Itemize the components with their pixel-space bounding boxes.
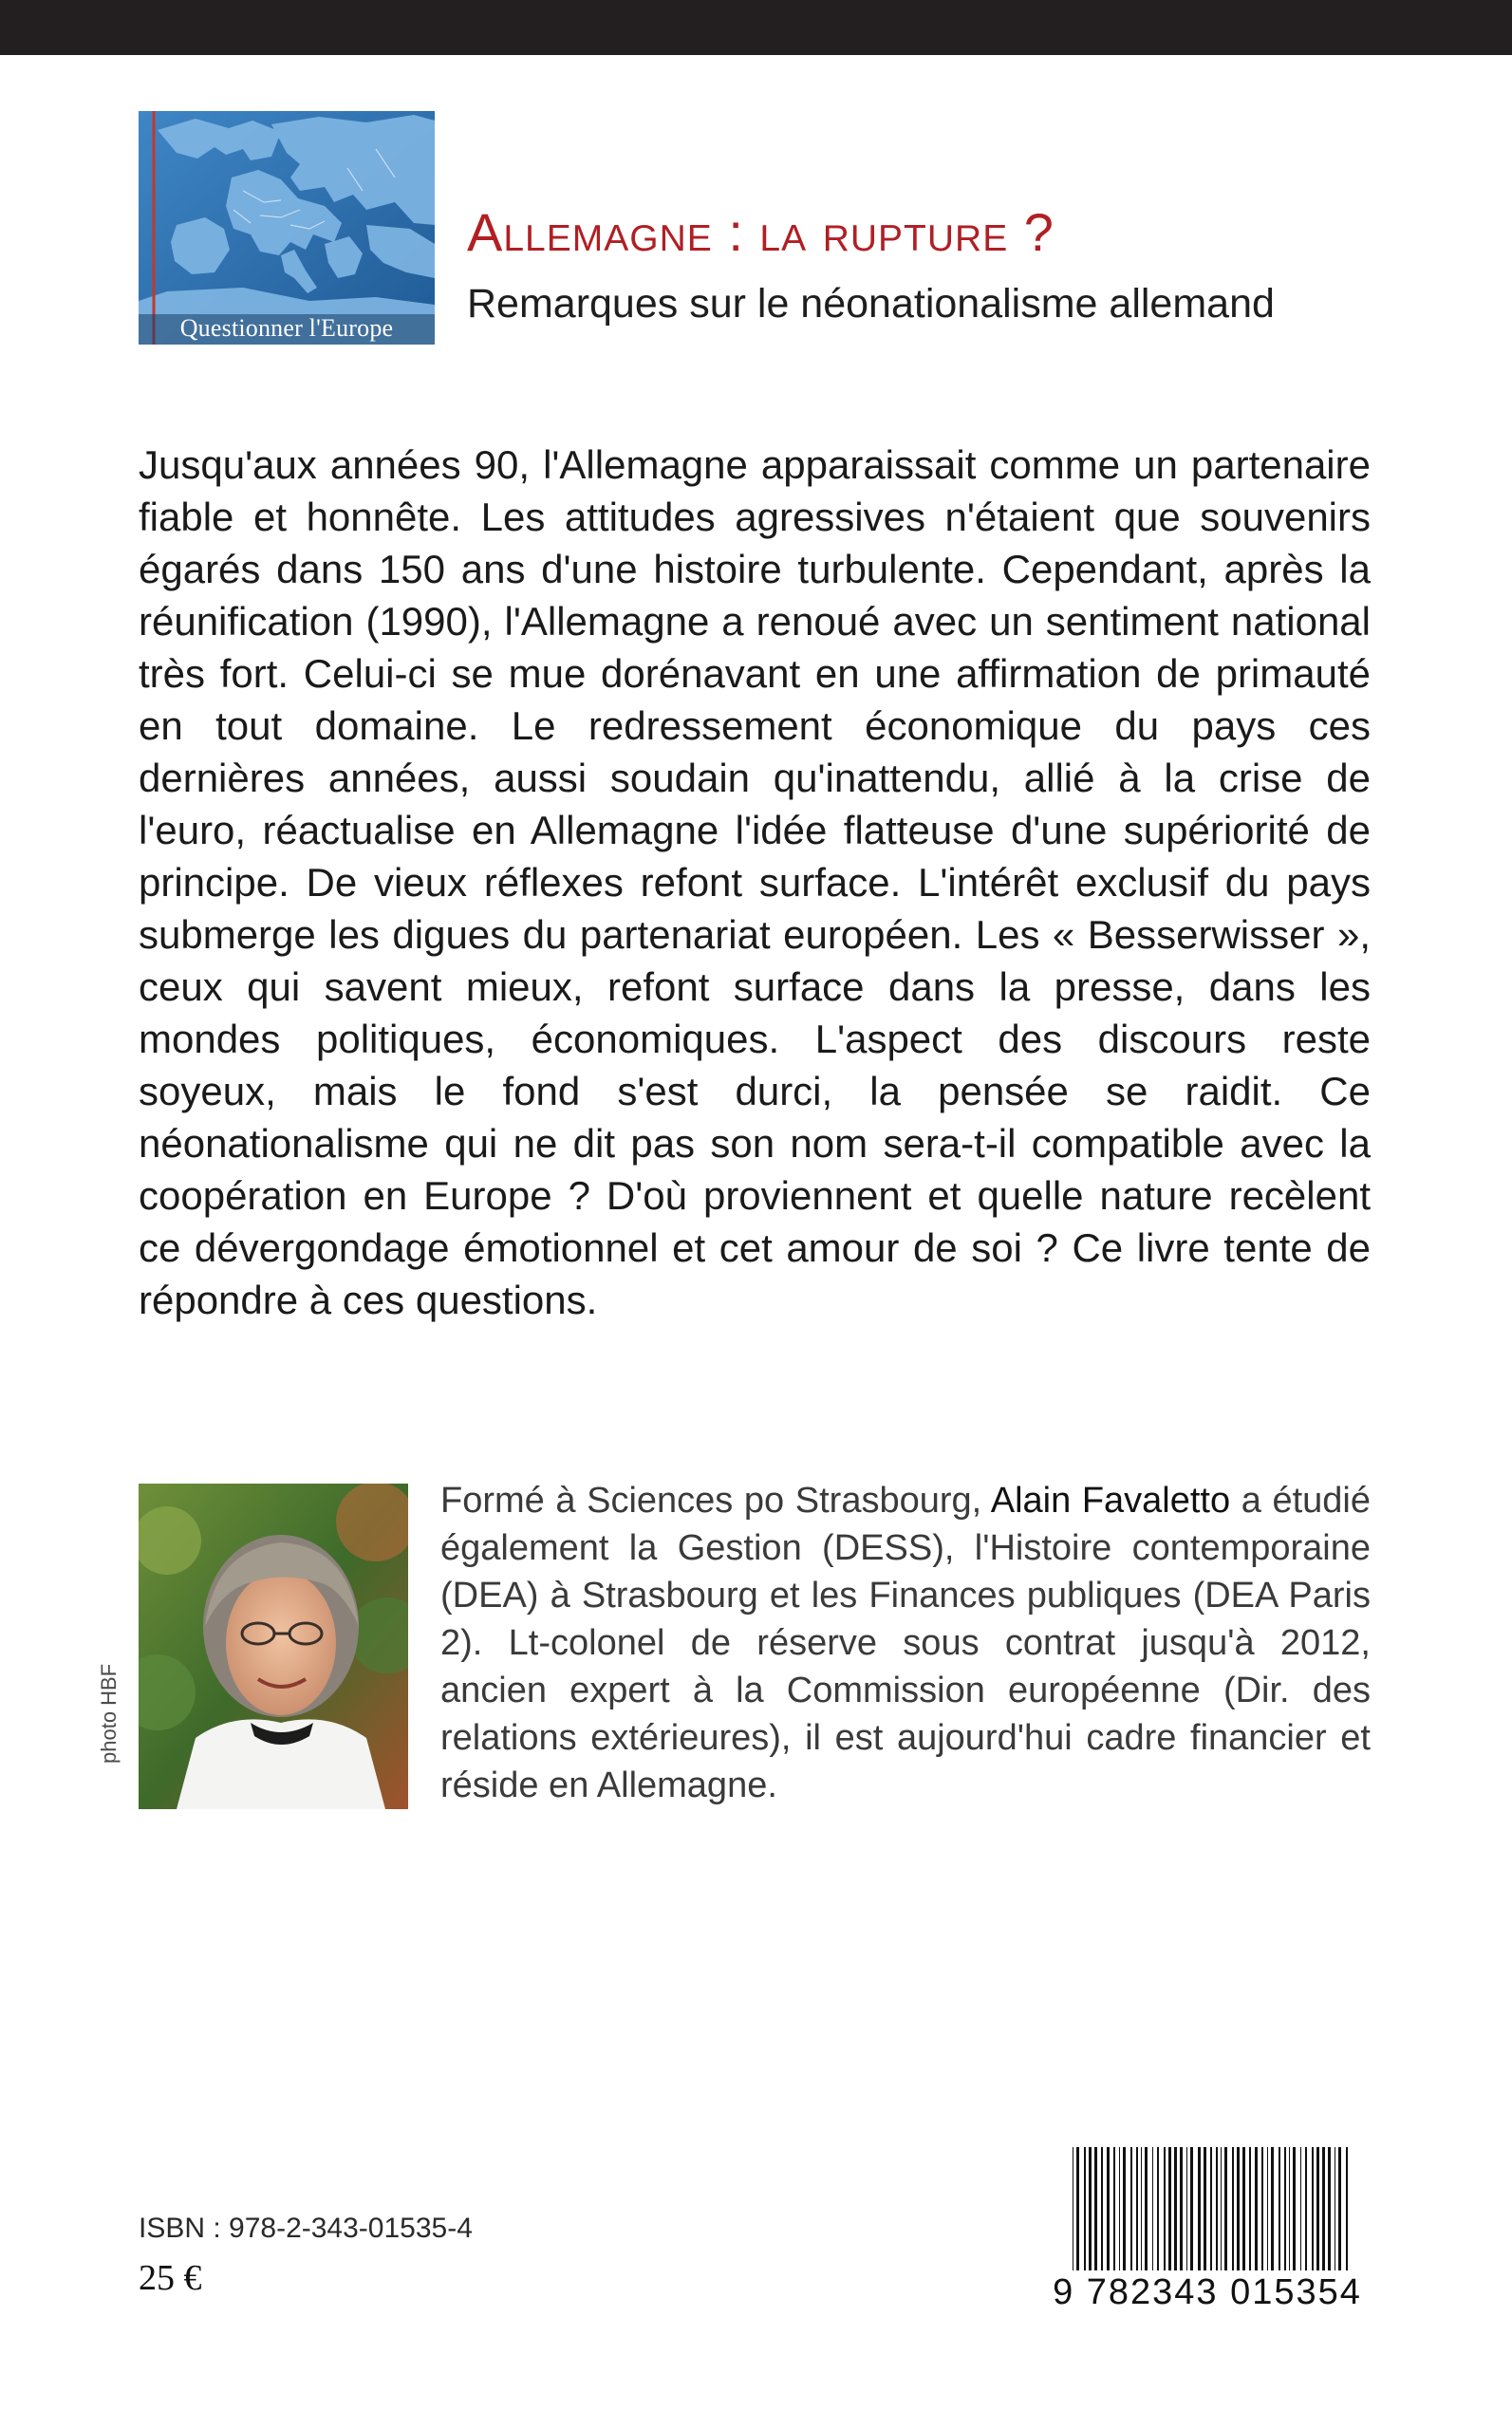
barcode-bar [1190, 2147, 1193, 2270]
barcode [1040, 2147, 1374, 2318]
book-subtitle: Remarques sur le néonationalisme allemand [467, 281, 1275, 327]
barcode-bar [1300, 2147, 1301, 2270]
bio-rest: a étudié également la Gestion (DESS), l'Histoire contemporaine (DEA) à Strasbourg et les Finances publiques (DEA Paris 2). Lt-colonel de réserve sous contrat jusqu'à 2012, ancien expert à la Commission européenne (Dir. des relations extérieures), il est aujourd'hui cadre financier et réside en Allemagne. [440, 1481, 1371, 1805]
barcode-bar [1249, 2147, 1251, 2270]
barcode-bar [1141, 2147, 1142, 2270]
barcode-bar [1123, 2147, 1126, 2270]
barcode-bar [1221, 2147, 1222, 2270]
author-bio [440, 1477, 1371, 1809]
series-label: Questionner l'Europe [179, 314, 394, 342]
barcode-bar [1316, 2147, 1319, 2270]
barcode-digits: 9 782343 015354 [1053, 2272, 1362, 2312]
isbn-text: ISBN : 978-2-343-01535-4 [139, 2213, 473, 2244]
barcode-bar [1204, 2147, 1206, 2270]
europe-map-image [139, 111, 435, 345]
barcode-bar [1242, 2147, 1245, 2270]
top-bar [0, 0, 1512, 55]
barcode-bar [1145, 2147, 1148, 2270]
barcode-bar [1180, 2147, 1183, 2270]
barcode-bar [1094, 2147, 1097, 2270]
barcode-bar [1084, 2147, 1086, 2270]
barcode-bar [1237, 2147, 1240, 2270]
barcode-bar [1289, 2147, 1290, 2270]
blurb-text: Jusqu'aux années 90, l'Allemagne apparaissait comme un partenaire fiable et honnête. Les attitudes agressives n'étaient que souvenirs égarés dans 150 ans d'une histoire turbulente. Cependant, après la réunification (1990), l'Allemagne a renoué avec un sentiment national très fort. Celui-ci se mue dorénavant en une affirmation de primauté en tout domaine. Le redressement économique du pays ces dernières années, aussi soudain qu'inattendu, allié à la crise de l'euro, réactualise en Allemagne l'idée flatteuse d'une supériorité de principe. De vieux réflexes refont surface. L'intérêt exclusif du pays submerge les digues du partenariat européen. Les « Besserwisser », ceux qui savent mieux, refont surface dans la presse, dans les mondes politiques, économiques. L'aspect des discours reste soyeux, mais le fond s'est durci, la pensée se raidit. Ce néonationalisme qui ne dit pas son nom sera-t-il compatible avec la coopération en Europe ? D'où proviennent et quelle nature recèlent ce dévergondage émotionnel et cet amour de soi ? Ce livre tente de répondre à ces questions. [139, 442, 1371, 1322]
book-title: Allemagne : la rupture ? [467, 202, 1055, 262]
barcode-bar [1255, 2147, 1258, 2270]
barcode-bar [1168, 2147, 1171, 2270]
bio-intro: Formé à Sciences po Strasbourg, [440, 1481, 991, 1521]
photo-credit: photo HBF [97, 1663, 121, 1764]
barcode-bar [1130, 2147, 1132, 2270]
barcode-bar [1113, 2147, 1115, 2270]
barcode-bar [1174, 2147, 1177, 2270]
barcode-bar [1119, 2147, 1120, 2270]
barcode-bar [1271, 2147, 1274, 2270]
barcode-bar [1279, 2147, 1280, 2270]
barcode-bar [1198, 2147, 1201, 2270]
barcode-bar [1216, 2147, 1218, 2270]
author-name: Alain Favaletto [990, 1481, 1231, 1521]
barcode-bar [1338, 2147, 1341, 2270]
barcode-bar [1101, 2147, 1103, 2270]
barcode-bar [1157, 2147, 1159, 2270]
barcode-bar [1152, 2147, 1153, 2270]
barcode-bar [1210, 2147, 1212, 2270]
barcode-bar [1089, 2147, 1092, 2270]
barcode-bar [1232, 2147, 1234, 2270]
price-text: 25 € [139, 2258, 202, 2298]
barcode-bar [1164, 2147, 1166, 2270]
barcode-bar [1107, 2147, 1110, 2270]
barcode-bar [1346, 2147, 1348, 2270]
barcode-bar [1305, 2147, 1307, 2270]
series-logo [139, 111, 435, 345]
barcode-bar [1312, 2147, 1314, 2270]
barcode-bar [1284, 2147, 1286, 2270]
barcode-bars [1073, 2147, 1348, 2270]
barcode-bar [1322, 2147, 1325, 2270]
barcode-bar [1293, 2147, 1296, 2270]
barcode-bar [1136, 2147, 1138, 2270]
barcode-bar [1076, 2147, 1079, 2270]
barcode-bar [1186, 2147, 1187, 2270]
author-photo [139, 1484, 408, 1809]
barcode-bar [1261, 2147, 1263, 2270]
barcode-bar [1224, 2147, 1227, 2270]
barcode-bar [1267, 2147, 1268, 2270]
barcode-bar [1328, 2147, 1331, 2270]
